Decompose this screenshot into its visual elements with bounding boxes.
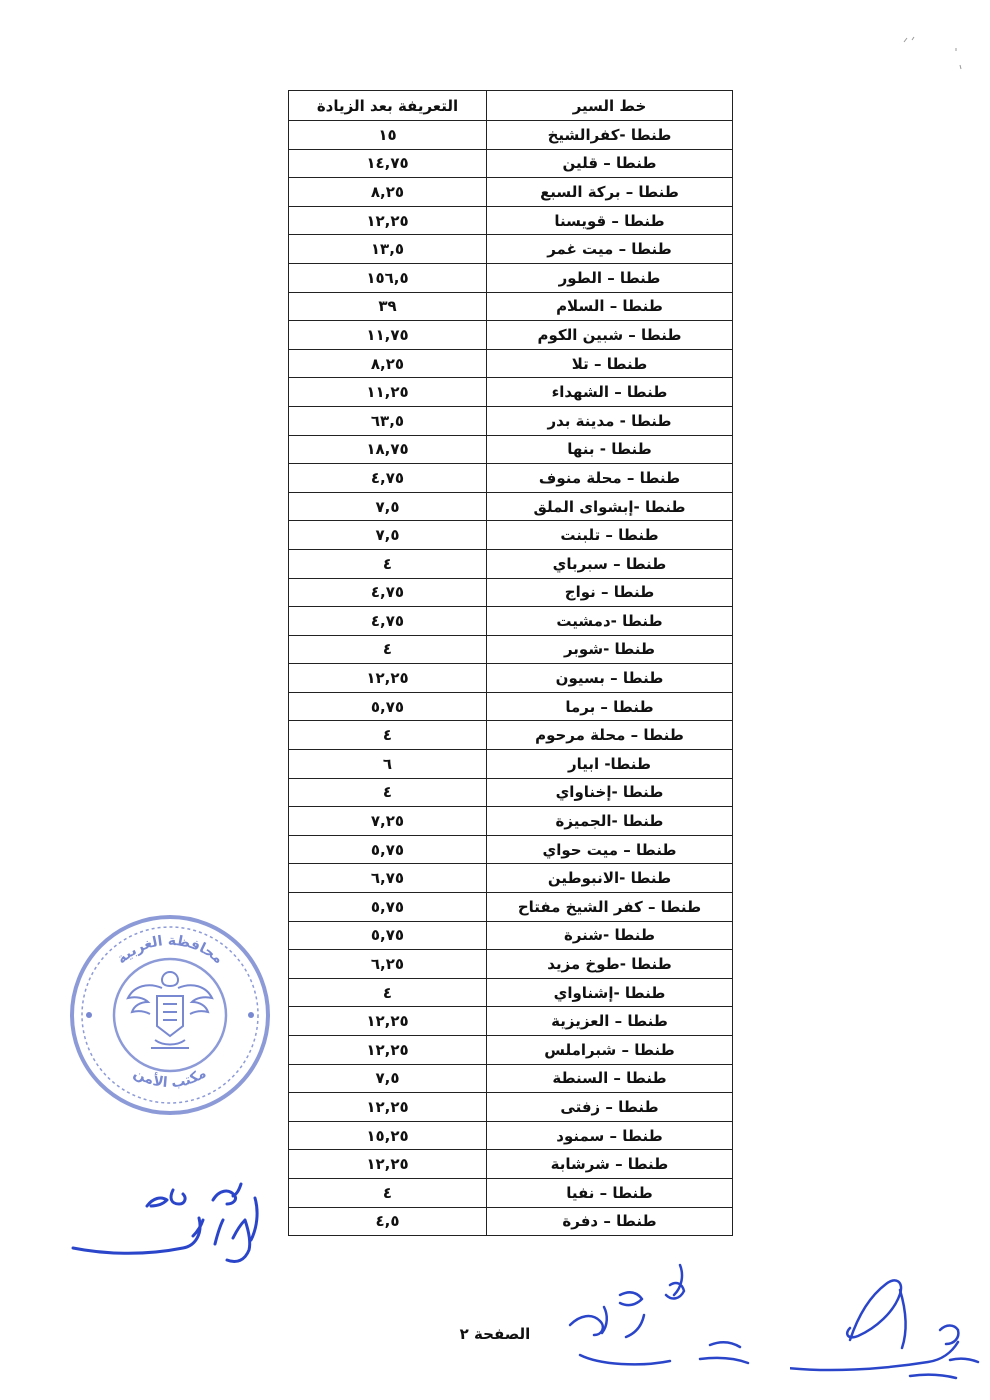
- fare-cell: ٥,٧٥: [289, 893, 487, 922]
- route-cell: طنطا – شبراملس: [487, 1036, 733, 1065]
- table-row: [289, 607, 733, 636]
- stamp-bottom-text: مكتب الأمن: [130, 1065, 210, 1092]
- fare-cell: ٦: [289, 750, 487, 779]
- table-row: [289, 635, 733, 664]
- fare-cell: ٤,٥: [289, 1207, 487, 1236]
- route-cell: طنطا – زفتى: [487, 1093, 733, 1122]
- fare-cell: ٥,٧٥: [289, 921, 487, 950]
- fare-cell: ١٤,٧٥: [289, 149, 487, 178]
- table-row: [289, 1093, 733, 1122]
- fare-cell: ٥,٧٥: [289, 835, 487, 864]
- fare-cell: ٤: [289, 549, 487, 578]
- route-cell: طنطا – سبرباي: [487, 549, 733, 578]
- fare-cell: ٤,٧٥: [289, 464, 487, 493]
- table-row: [289, 378, 733, 407]
- fare-cell: ٦٣,٥: [289, 406, 487, 435]
- fare-cell: ١٥٦,٥: [289, 263, 487, 292]
- fare-cell: ١٥,٢٥: [289, 1121, 487, 1150]
- table-row: [289, 921, 733, 950]
- route-cell: طنطا – كفر الشيخ مفتاح: [487, 893, 733, 922]
- table-row: [289, 978, 733, 1007]
- route-cell: طنطا – قلين: [487, 149, 733, 178]
- fare-cell: ١٨,٧٥: [289, 435, 487, 464]
- route-cell: طنطا - بنها: [487, 435, 733, 464]
- route-cell: طنطا -شنرة: [487, 921, 733, 950]
- fare-cell: ٣٩: [289, 292, 487, 321]
- fare-column-header: التعريفة بعد الزيادة: [289, 91, 487, 121]
- fare-cell: ١٢,٢٥: [289, 664, 487, 693]
- fare-cell: ١٣,٥: [289, 235, 487, 264]
- route-cell: طنطا -إشناواي: [487, 978, 733, 1007]
- table-row: [289, 406, 733, 435]
- route-cell: طنطا – ميت غمر: [487, 235, 733, 264]
- table-row: [289, 492, 733, 521]
- fare-cell: ٤,٧٥: [289, 607, 487, 636]
- fare-cell: ٨,٢٥: [289, 349, 487, 378]
- table-row: [289, 750, 733, 779]
- table-row: [289, 692, 733, 721]
- table-row: [289, 578, 733, 607]
- signature-bottom-center: [560, 1255, 760, 1375]
- table-row: [289, 549, 733, 578]
- route-cell: طنطا -شوبر: [487, 635, 733, 664]
- table-row: [289, 835, 733, 864]
- table-row: [289, 321, 733, 350]
- route-cell: طنطا – دفرة: [487, 1207, 733, 1236]
- signature-right: [790, 1260, 985, 1390]
- page-number: الصفحة ٢: [459, 1325, 531, 1343]
- fare-cell: ٤: [289, 978, 487, 1007]
- table-row: [289, 121, 733, 150]
- table-row: [289, 721, 733, 750]
- table-row: [289, 864, 733, 893]
- route-cell: طنطا – قويسنا: [487, 206, 733, 235]
- table-row: [289, 1121, 733, 1150]
- fare-cell: ١٢,٢٥: [289, 1150, 487, 1179]
- table-row: [289, 778, 733, 807]
- fare-cell: ١٥: [289, 121, 487, 150]
- table-row: [289, 435, 733, 464]
- route-cell: طنطا – برما: [487, 692, 733, 721]
- table-row: [289, 1007, 733, 1036]
- route-cell: طنطا -كفرالشيخ: [487, 121, 733, 150]
- route-cell: طنطا – نواج: [487, 578, 733, 607]
- fare-cell: ٤,٧٥: [289, 578, 487, 607]
- fare-rows: [289, 121, 733, 1236]
- table-row: [289, 950, 733, 979]
- eagle-emblem-icon: [128, 972, 212, 1048]
- fare-cell: ١٢,٢٥: [289, 1093, 487, 1122]
- table-row: [289, 521, 733, 550]
- fare-cell: ٨,٢٥: [289, 178, 487, 207]
- signature-left: [65, 1178, 280, 1273]
- route-cell: طنطا- ابيار: [487, 750, 733, 779]
- fare-cell: ١١,٢٥: [289, 378, 487, 407]
- route-column-header: خط السير: [487, 91, 733, 121]
- route-cell: طنطا -إخناواي: [487, 778, 733, 807]
- table-row: [289, 1178, 733, 1207]
- fare-cell: ٧,٥: [289, 492, 487, 521]
- route-cell: طنطا – نفيا: [487, 1178, 733, 1207]
- stamp-top-text: محافظة الغربية: [113, 932, 227, 968]
- fare-cell: ١٢,٢٥: [289, 206, 487, 235]
- fare-cell: ٥,٧٥: [289, 692, 487, 721]
- route-cell: طنطا – العزيزية: [487, 1007, 733, 1036]
- route-cell: طنطا – محلة منوف: [487, 464, 733, 493]
- route-cell: طنطا -الجميزة: [487, 807, 733, 836]
- table-row: [289, 893, 733, 922]
- fare-cell: ١١,٧٥: [289, 321, 487, 350]
- table-row: [289, 349, 733, 378]
- table-row: [289, 1064, 733, 1093]
- fare-cell: ٦,٧٥: [289, 864, 487, 893]
- route-cell: طنطا – الطور: [487, 263, 733, 292]
- table-row: [289, 664, 733, 693]
- fare-cell: ١٢,٢٥: [289, 1007, 487, 1036]
- fare-cell: ٤: [289, 721, 487, 750]
- fare-cell: ٤: [289, 635, 487, 664]
- table-row: [289, 464, 733, 493]
- route-cell: طنطا – ميت حواي: [487, 835, 733, 864]
- fare-table: [288, 90, 733, 1236]
- table-row: [289, 206, 733, 235]
- fare-cell: ٧,٥: [289, 521, 487, 550]
- route-cell: طنطا – محلة مرحوم: [487, 721, 733, 750]
- route-cell: طنطا – تلا: [487, 349, 733, 378]
- fare-cell: ٦,٢٥: [289, 950, 487, 979]
- route-cell: طنطا – بسيون: [487, 664, 733, 693]
- table-row: [289, 807, 733, 836]
- fare-cell: ٤: [289, 778, 487, 807]
- table-row: [289, 1207, 733, 1236]
- scan-marks: [890, 20, 970, 90]
- fare-cell: ١٢,٢٥: [289, 1036, 487, 1065]
- fare-cell: ٧,٢٥: [289, 807, 487, 836]
- route-cell: طنطا – السلام: [487, 292, 733, 321]
- route-cell: طنطا - مدينة بدر: [487, 406, 733, 435]
- table-row: [289, 292, 733, 321]
- route-cell: طنطا – سمنود: [487, 1121, 733, 1150]
- route-cell: طنطا – شبين الكوم: [487, 321, 733, 350]
- route-cell: طنطا – السنطة: [487, 1064, 733, 1093]
- route-cell: طنطا – بركة السبع: [487, 178, 733, 207]
- route-cell: طنطا – تلبنت: [487, 521, 733, 550]
- table-row: [289, 178, 733, 207]
- route-cell: طنطا -الانبوطين: [487, 864, 733, 893]
- table-row: [289, 149, 733, 178]
- route-cell: طنطا – الشهداء: [487, 378, 733, 407]
- table-header-row: [289, 91, 733, 121]
- table-row: [289, 1036, 733, 1065]
- route-cell: طنطا -إبشواى الملق: [487, 492, 733, 521]
- fare-cell: ٧,٥: [289, 1064, 487, 1093]
- route-cell: طنطا -طوخ مزيد: [487, 950, 733, 979]
- fare-cell: ٤: [289, 1178, 487, 1207]
- official-stamp: [55, 900, 285, 1130]
- route-cell: طنطا -دمشيت: [487, 607, 733, 636]
- route-cell: طنطا – شرشابة: [487, 1150, 733, 1179]
- table-row: [289, 263, 733, 292]
- table-row: [289, 1150, 733, 1179]
- table-row: [289, 235, 733, 264]
